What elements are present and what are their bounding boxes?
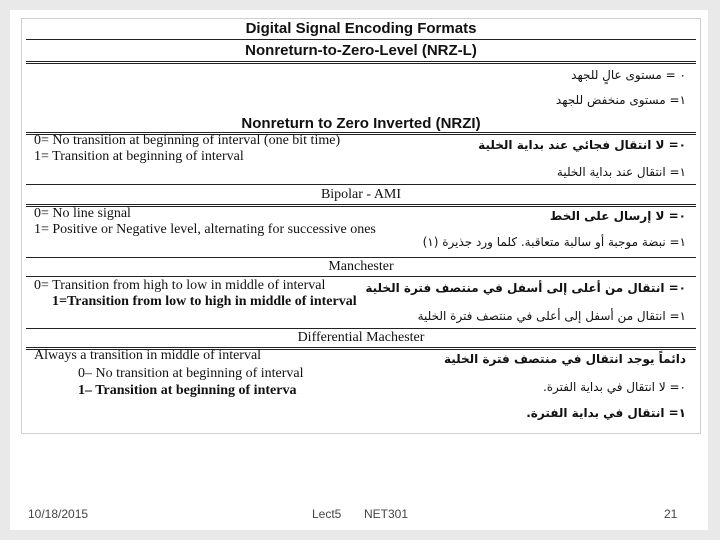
divider (26, 39, 696, 40)
divider (26, 276, 696, 277)
nrzl-heading: Nonreturn-to-Zero-Level (NRZ-L) (245, 42, 477, 59)
nrzi-ar-zero: ٠= لا انتقال فجائي عند بداية الخلية (478, 138, 686, 152)
diff-manchester-heading: Differential Machester (297, 330, 425, 345)
diff-ar-one: ١= انتقال في بداية الفترة. (526, 406, 686, 420)
manchester-en-zero: 0= Transition from high to low in middle of interval (34, 278, 326, 293)
nrzi-en-one: 1= Transition at beginning of interval (34, 149, 244, 164)
diff-en-always: Always a transition in middle of interval (34, 348, 262, 363)
manchester-heading: Manchester (328, 259, 394, 274)
footer-page-number: 21 (664, 507, 678, 521)
divider (26, 257, 696, 258)
nrzl-ar-zero: ٠ = مستوى عالٍ للجهد (571, 68, 686, 82)
diff-en-one: 1– Transition at beginning of interva (78, 383, 297, 398)
divider (26, 184, 696, 185)
diff-ar-always: دائماً يوجد انتقال في منتصف فترة الخلية (443, 352, 686, 366)
manchester-ar-zero: ٠= انتقال من أعلى إلى أسفل في منتصف فترة الخلية (365, 281, 686, 295)
footer-lecture: Lect5 (312, 507, 342, 521)
ami-heading: Bipolar - AMI (320, 187, 402, 202)
ami-en-zero: 0= No line signal (34, 206, 131, 221)
nrzi-heading: Nonreturn to Zero Inverted (NRZI) (241, 115, 481, 132)
nrzi-ar-one: ١= انتقال عند بداية الخلية (556, 165, 686, 179)
encoding-formats-table (21, 18, 701, 434)
manchester-ar-one: ١= انتقال من أسفل إلى أعلى في منتصف فترة الخلية (417, 309, 686, 323)
divider (26, 328, 696, 329)
ami-ar-zero: ٠= لا إرسال على الخط (549, 209, 686, 223)
nrzl-ar-one: ١= مستوى منخفض للجهد (555, 93, 686, 107)
footer-date: 10/18/2015 (28, 507, 89, 521)
divider (26, 61, 696, 64)
ami-ar-one: ١= نبضة موجبة أو سالبة متعاقبة. كلما ورد جذيرة (١) (422, 235, 686, 249)
table-title: Digital Signal Encoding Formats (245, 20, 477, 37)
diff-ar-zero: ٠= لا انتقال في بداية الفترة. (542, 380, 686, 394)
footer-course: NET301 (364, 507, 409, 521)
nrzi-en-zero: 0= No transition at beginning of interval (one bit time) (34, 133, 341, 148)
ami-en-one: 1= Positive or Negative level, alternating for successive ones (34, 222, 376, 237)
manchester-en-one: 1=Transition from low to high in middle of interval (52, 294, 357, 309)
diff-en-zero: 0– No transition at beginning of interval (78, 366, 304, 381)
